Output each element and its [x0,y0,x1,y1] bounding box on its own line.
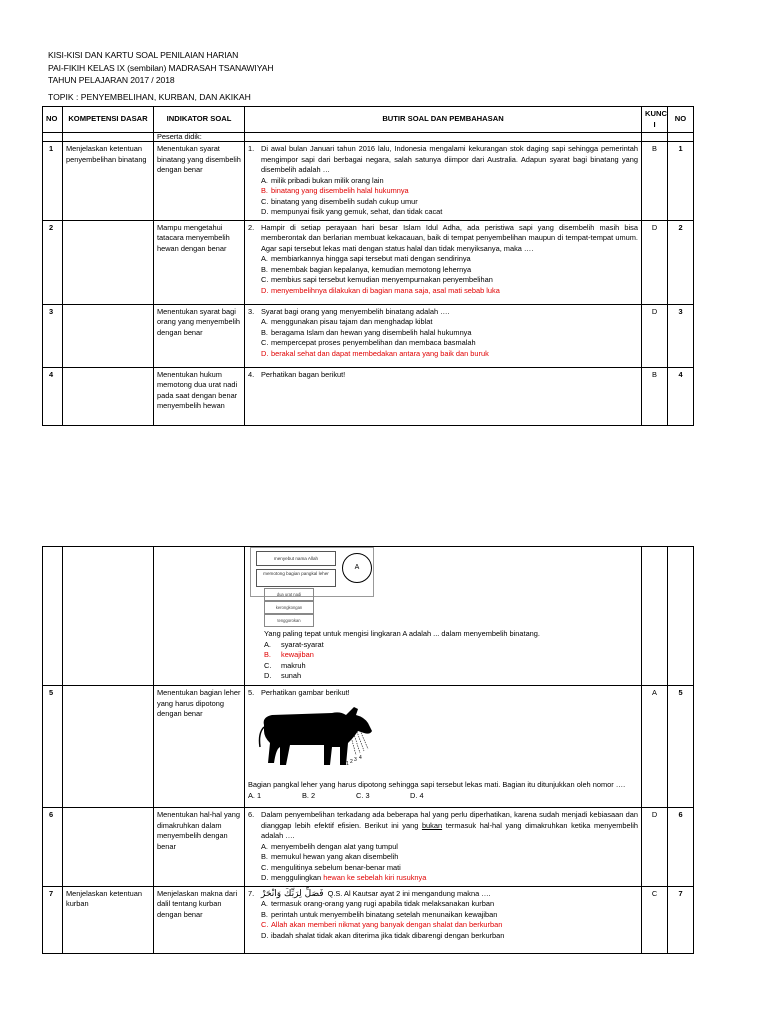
question-number: 3. [248,306,255,316]
option-d-correct: D. menyembelihnya dilakukan di bagian mana saja, asal mati sebab luka [261,285,500,295]
answer-key: D [642,808,668,887]
option-c: C. mengulitinya sebelum benar-benar mati [261,862,401,872]
table-row [43,220,694,304]
option-a-correct: A. 1 [248,790,262,800]
row-number: 6 [43,808,63,887]
option-a: A. membiarkannya hingga sapi tersebut mati dengan sendirinya [261,254,471,263]
option-c-correct: C. Allah akan memberi nikmat yang banyak dengan shalat dan berkurban [261,920,503,929]
answer-key: C [642,886,668,953]
indikator-soal: Menentukan bagian leher yang harus dipotong dengan benar [154,686,245,808]
option-b: B. memukul hewan yang akan disembelih [261,852,399,861]
diagram-box-1: menyebut nama Allah [256,551,336,566]
row-number: 5 [43,686,63,808]
topik-label: TOPIK : PENYEMBELIHAN, KURBAN, DAN AKIKAH [48,92,251,102]
options-inline [248,791,638,802]
option-b-correct: B. binatang yang disembelih halal hukumnya [261,186,409,195]
header-line-3: TAHUN PELAJARAN 2017 / 2018 [48,75,175,85]
option-b: B. menembak bagian kepalanya, kemudian memotong lehernya [261,264,472,274]
row-number-right: 3 [668,304,694,367]
question-text: Yang paling tepat untuk mengisi lingkaran A adalah ... dalam menyembelih binatang. [264,629,540,638]
question-text: Perhatikan bagan berikut! [261,369,346,379]
butir-soal [245,142,642,221]
question-text: Dalam penyembelihan terkadang ada beberapa hal yang perlu diperhatikan, karena sudah menjadi kebiasaan dan dianggap lebih efektif efisien. Berikut ini yang bukan termasuk hal-hal yang dimakruhkan ketika menyembelih adalah …. [261,810,638,840]
indikator-soal: Mampu mengetahui tatacara menyembelih hewan dengan benar [154,220,245,304]
question-number: 4. [248,369,255,379]
document-header [48,49,273,87]
option-c: C. 3 [356,790,370,800]
option-b: B. 2 [302,790,316,800]
kisi-kisi-table-1 [42,106,694,426]
col-header-kd: KOMPETENSI DASAR [63,107,154,133]
kompetensi-dasar: Menjelaskan ketentuan penyembelihan binatang [63,142,154,221]
header-line-1: KISI-KISI DAN KARTU SOAL PENILAIAN HARIAN [48,50,239,60]
table-row [43,367,694,425]
option-d: D. mempunyai fisik yang gemuk, sehat, dan tidak cacat [261,207,443,216]
row-number-right: 1 [668,142,694,221]
row-number: 1 [43,142,63,221]
question-text: Perhatikan gambar berikut! [261,688,350,697]
question-text: Syarat bagi orang yang menyembelih binatang adalah …. [261,306,450,316]
row-number: 7 [43,886,63,953]
row-number: 2 [43,220,63,304]
question-number: 7. [248,888,255,898]
option-c: C. binatang yang disembelih sudah cukup umur [261,196,418,206]
slaughter-diagram [256,549,456,623]
answer-key: D [642,220,668,304]
option-d: D. 4 [410,790,424,800]
indikator-soal: Menjelaskan makna dari dalil tentang kurban dengan benar [154,886,245,953]
indikator-soal: Menentukan hal-hal yang dimakruhkan dalam menyembelih dengan benar [154,808,245,887]
row-number-right: 4 [668,367,694,425]
table-row [43,808,694,887]
diagram-sub-3: tenggorokan [264,614,314,627]
diagram-box-2: memotong bagian pangkal leher [256,569,336,587]
answer-key: A [642,686,668,808]
table-row [43,686,694,808]
diagram-sub-2: kerongkongan [264,601,314,614]
question-followup: Bagian pangkal leher yang harus dipotong sehingga sapi tersebut lekas mati. Bagian itu ditunjukkan oleh nomor …. [248,780,626,789]
option-a: A. menggunakan pisau tajam dan menghadap kiblat [261,317,433,326]
row-number-right: 2 [668,220,694,304]
butir-soal [245,220,642,304]
col-header-kunci: KUNC I [642,107,668,133]
svg-text:2: 2 [350,758,353,765]
col-header-indikator: INDIKATOR SOAL [154,107,245,133]
option-d-correct: D. berakal sehat dan dapat membedakan antara yang baik dan buruk [261,348,489,358]
option-c: C. membius sapi tersebut kemudian menyempurnakan penyembelihan [261,275,493,284]
option-c: C. mempercepat proses penyembelihan dan membaca basmalah [261,338,476,347]
diagram-sub-1: dua urat nadi [264,588,314,601]
row-number: 4 [43,367,63,425]
peserta-label: Peserta didik: [154,133,245,142]
answer-key: D [642,304,668,367]
table-row [43,142,694,221]
butir-soal [245,547,642,686]
answer-key: B [642,367,668,425]
option-d: D. sunah [264,671,302,680]
kompetensi-dasar: Menjelaskan ketentuan kurban [63,886,154,953]
table-row [43,886,694,953]
question-number: 5. [248,688,255,697]
option-d-correct: D. menggulingkan hewan ke sebelah kiri rusuknya [261,873,427,882]
option-c: C. makruh [264,660,306,670]
table-header-row [43,107,694,133]
indikator-soal: Menentukan syarat binatang yang disembelih dengan benar [154,142,245,221]
peserta-row [43,133,694,142]
row-number-right: 6 [668,808,694,887]
option-a: A. syarat-syarat [264,639,324,649]
butir-soal [245,808,642,887]
arabic-verse: فَصَلِّ لِرَبِّكَ وَانْحَرْ [261,888,324,899]
svg-text:1: 1 [346,760,349,767]
question-number: 6. [248,810,255,819]
table-row-continuation [43,547,694,686]
underlined-word: bukan [421,820,443,830]
svg-text:4: 4 [359,754,362,761]
question-text: فَصَلِّ لِرَبِّكَ وَانْحَرْ Q.S. Al Kautsar ayat 2 ini mengandung makna …. [261,888,491,899]
col-header-butir: BUTIR SOAL DAN PEMBAHASAN [245,107,642,133]
butir-soal [245,886,642,953]
row-number: 3 [43,304,63,367]
col-header-no-2: NO [668,107,694,133]
option-a: A. menyembelih dengan alat yang tumpul [261,841,398,851]
question-number: 2. [248,222,255,232]
question-number: 1. [248,144,255,153]
row-number-right: 7 [668,886,694,953]
cow-silhouette-image [254,703,384,773]
option-a: A. termasuk orang-orang yang rugi apabila tidak melaksanakan kurban [261,899,495,908]
question-text: Di awal bulan Januari tahun 2016 lalu, Indonesia mengalami kekurangan stok daging sapi sehingga pemerintah mengimpor sapi dari berbagai negara, salah satunya diimpor dari Australia. Adapun syarat bagi binatang yang disembelih adalah … [261,144,638,174]
col-header-no: NO [43,107,63,133]
question-text: Hampir di setiap perayaan hari besar Islam Idul Adha, ada peristiwa sapi yang disembelih masih bisa memberontak dan berlarian membuat kekacauan, baik di tempat penyembelihan maupun di tempat-tempat umum. Agar sapi tersebut lekas mati dengan status halal dan tidak menyiksanya, maka …. [261,222,638,253]
indikator-soal: Menentukan syarat bagi orang yang menyembelih dengan benar [154,304,245,367]
option-b: B. beragama Islam dan hewan yang disembelih halal hukumnya [261,327,472,337]
diagram-circle-a: A [342,553,372,583]
header-line-2: PAI-FIKIH KELAS IX (sembilan) MADRASAH TSANAWIYAH [48,62,274,73]
indikator-soal: Menentukan hukum memotong dua urat nadi pada saat dengan benar menyembelih hewan [154,367,245,425]
butir-soal [245,367,642,425]
option-d: D. ibadah shalat tidak akan diterima jika tidak dibarengi dengan berkurban [261,930,505,940]
svg-text:3: 3 [354,756,357,763]
table-row [43,304,694,367]
butir-soal [245,686,642,808]
option-a: A. milik pribadi bukan milik orang lain [261,175,384,185]
kisi-kisi-table-2 [42,546,694,954]
answer-key: B [642,142,668,221]
row-number-right: 5 [668,686,694,808]
option-b-correct: B. kewajiban [264,650,314,659]
butir-soal [245,304,642,367]
option-b: B. perintah untuk menyembelih binatang setelah menunaikan kewajiban [261,909,498,919]
